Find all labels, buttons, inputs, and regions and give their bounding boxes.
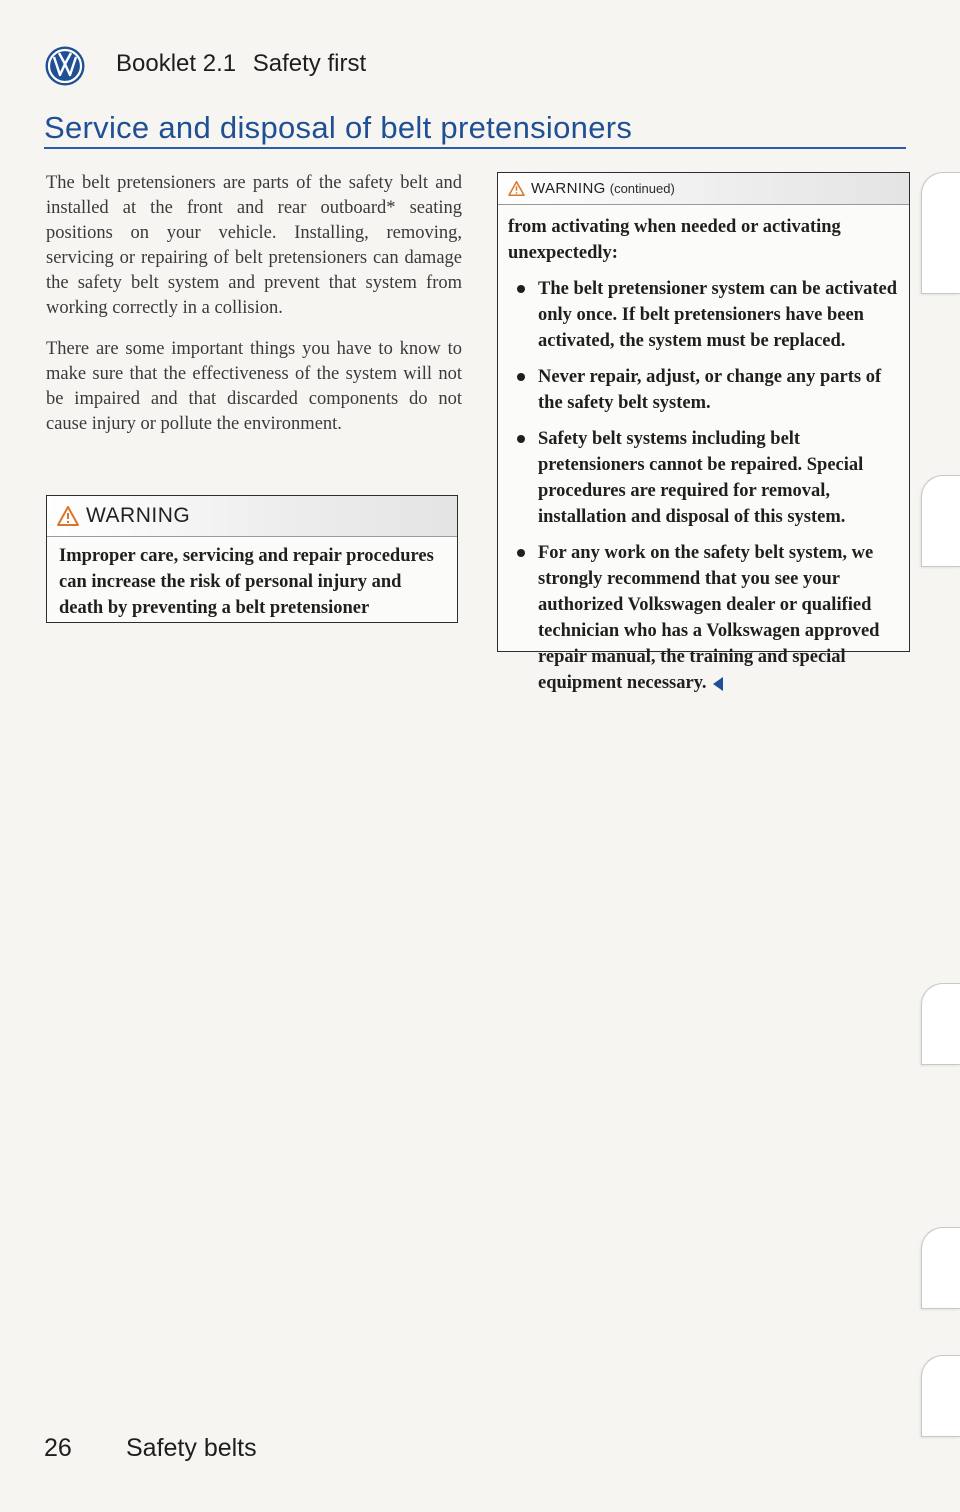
warning-header <box>47 496 457 537</box>
intro-paragraph-2: There are some important things you have to know to make sure that the effectiveness of the system will not be impaired and that discarded components do not cause injury or pollute the environment. <box>46 339 462 434</box>
intro-paragraph-1: The belt pretensioners are parts of the safety belt and installed at the front and rear outboard* seating positions on your vehicle. Installing, removing, servicing or repairing of belt pretensioners can damage the safety belt system and prevent that system from working correctly in a collision. <box>46 173 462 318</box>
warning-triangle-icon <box>57 506 79 526</box>
bullet-text: The belt pretensioner system can be activated only once. If belt pretensioners have been activated, the system must be replaced. <box>538 279 897 351</box>
warning-continued-intro: from activating when needed or activating unexpectedly: <box>508 217 841 263</box>
warning-continued-box <box>497 172 910 693</box>
bullet-item <box>508 540 899 696</box>
end-of-section-arrow-icon <box>713 677 723 691</box>
bullet-item <box>508 364 899 416</box>
continued-note: (continued) <box>609 181 675 196</box>
page-title: Service and disposal of belt pretensioners <box>44 110 633 145</box>
bullet-text: Safety belt systems including belt pretensioners cannot be repaired. Special procedures are required for removal, installation and disposal of this system. <box>538 429 864 527</box>
title-divider <box>44 147 906 149</box>
warning-label: WARNING <box>86 504 191 527</box>
page-number: 26 <box>44 1434 72 1462</box>
bullet-dot-icon <box>517 373 525 381</box>
bullet-dot-icon <box>517 435 525 443</box>
bullet-text: Never repair, adjust, or change any parts of the safety belt system. <box>538 367 882 413</box>
warning-text: Improper care, servicing and repair procedures can increase the risk of personal injury and death by preventing a belt pretensioner <box>59 546 434 618</box>
warning-box <box>46 495 458 623</box>
bullet-item <box>508 426 899 530</box>
header-breadcrumb <box>116 50 366 78</box>
binder-tab <box>921 1355 960 1437</box>
warning-continued-header <box>498 173 909 205</box>
binder-tab <box>921 1227 960 1309</box>
warning-continued-label: WARNING <box>531 180 606 197</box>
binder-tab <box>921 983 960 1065</box>
booklet-label: Booklet 2.1 <box>116 50 237 77</box>
bullet-item <box>508 276 899 354</box>
section-label: Safety first <box>252 50 367 77</box>
warning-continued-body <box>498 205 909 696</box>
vw-logo-icon <box>44 45 86 87</box>
warning-triangle-icon <box>508 181 525 196</box>
intro-text <box>46 171 462 453</box>
binder-tab <box>921 475 960 567</box>
bullet-text: For any work on the safety belt system, we strongly recommend that you see your authorized Volkswagen dealer or qualified technician who has a Volkswagen approved repair manual, the training and special equipment necessary. <box>538 543 880 693</box>
bullet-dot-icon <box>517 285 525 293</box>
bullet-dot-icon <box>517 549 525 557</box>
binder-tab <box>921 172 960 294</box>
footer-chapter-title: Safety belts <box>126 1434 257 1462</box>
